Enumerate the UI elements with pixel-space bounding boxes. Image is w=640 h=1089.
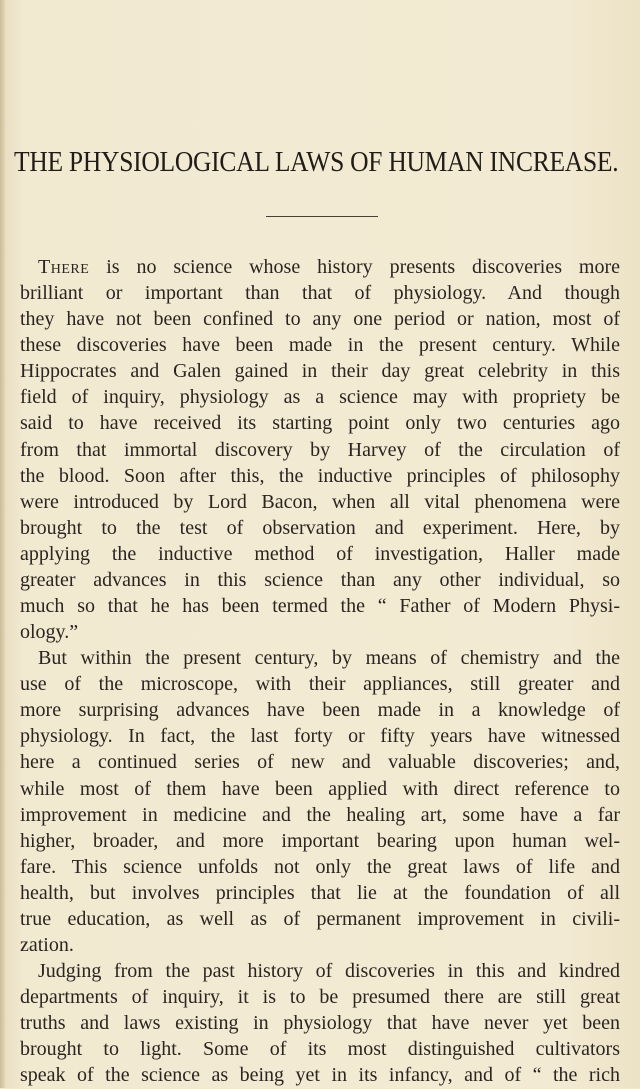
paragraph-1-line: these discoveries have been made in the present century. While <box>20 334 620 357</box>
paragraph-3-line: brought to light. Some of its most distinguished cultivators <box>20 1038 620 1061</box>
paragraph-3-line: speak of the science as being yet in its infancy, and of “ the rich <box>20 1064 620 1087</box>
paragraph-1-line: ology.” <box>20 621 79 644</box>
page-binding-edge <box>0 0 6 1088</box>
paragraph-3-line: truths and laws existing in physiology that have never yet been <box>20 1012 620 1035</box>
paragraph-2-line: physiology. In fact, the last forty or fifty years have witnessed <box>20 725 620 748</box>
paragraph-3-line: departments of inquiry, it is to be presumed there are still great <box>20 986 620 1009</box>
paragraph-1-line: brilliant or important than that of physiology. And though <box>20 282 620 305</box>
paragraph-1-line: the blood. Soon after this, the inductive principles of philosophy <box>20 464 620 487</box>
paragraph-3-line: Judging from the past history of discoveries in this and kindred <box>38 960 620 983</box>
body-text <box>20 254 620 1089</box>
paragraph-1-line: from that immortal discovery by Harvey of the circulation of <box>20 438 620 461</box>
paragraph-1-line <box>20 254 620 280</box>
paragraph-2-line: But within the present century, by means of chemistry and the <box>38 647 620 670</box>
paragraph-1-line: greater advances in this science than any other individual, so <box>20 568 620 591</box>
paragraph-2-line: here a continued series of new and valuable discoveries; and, <box>20 751 620 774</box>
paragraph-2-line: while most of them have been applied with direct reference to <box>20 777 620 800</box>
paragraph-2-line: fare. This science unfolds not only the great laws of life and <box>20 855 620 878</box>
paragraph-1-first-line-text: is no science whose history presents discoveries more <box>106 256 621 278</box>
paragraph-1-line: Hippocrates and Galen gained in their day great celebrity in this <box>20 360 620 383</box>
paragraph-1-line: they have not been confined to any one period or nation, most of <box>20 308 620 331</box>
paragraph-1-line: said to have received its starting point only two centuries ago <box>20 412 620 435</box>
paragraph-1-line: field of inquiry, physiology as a science may with propriety be <box>20 386 620 409</box>
paragraph-1-line: were introduced by Lord Bacon, when all vital phenomena were <box>20 490 620 513</box>
paragraph-2-line: higher, broader, and more important bearing upon human wel- <box>20 829 620 852</box>
paragraph-2-line: zation. <box>20 934 74 957</box>
paragraph-1-line: brought to the test of observation and experiment. Here, by <box>20 516 620 539</box>
paragraph-1-line: applying the inductive method of investigation, Haller made <box>20 542 620 565</box>
title-divider <box>266 216 378 217</box>
drop-word: There <box>38 256 90 278</box>
paragraph-2-line: more surprising advances have been made in a knowledge of <box>20 699 620 722</box>
chapter-title: THE PHYSIOLOGICAL LAWS OF HUMAN INCREASE. <box>14 146 619 178</box>
paragraph-2-line: improvement in medicine and the healing art, some have a far <box>20 803 620 826</box>
paragraph-2-line: health, but involves principles that lie at the foundation of all <box>20 881 620 904</box>
paragraph-2-line: use of the microscope, with their appliances, still greater and <box>20 673 620 696</box>
paragraph-2-line: true education, as well as of permanent improvement in civili- <box>20 907 620 930</box>
paragraph-1-line: much so that he has been termed the “ Father of Modern Physi- <box>20 595 620 618</box>
